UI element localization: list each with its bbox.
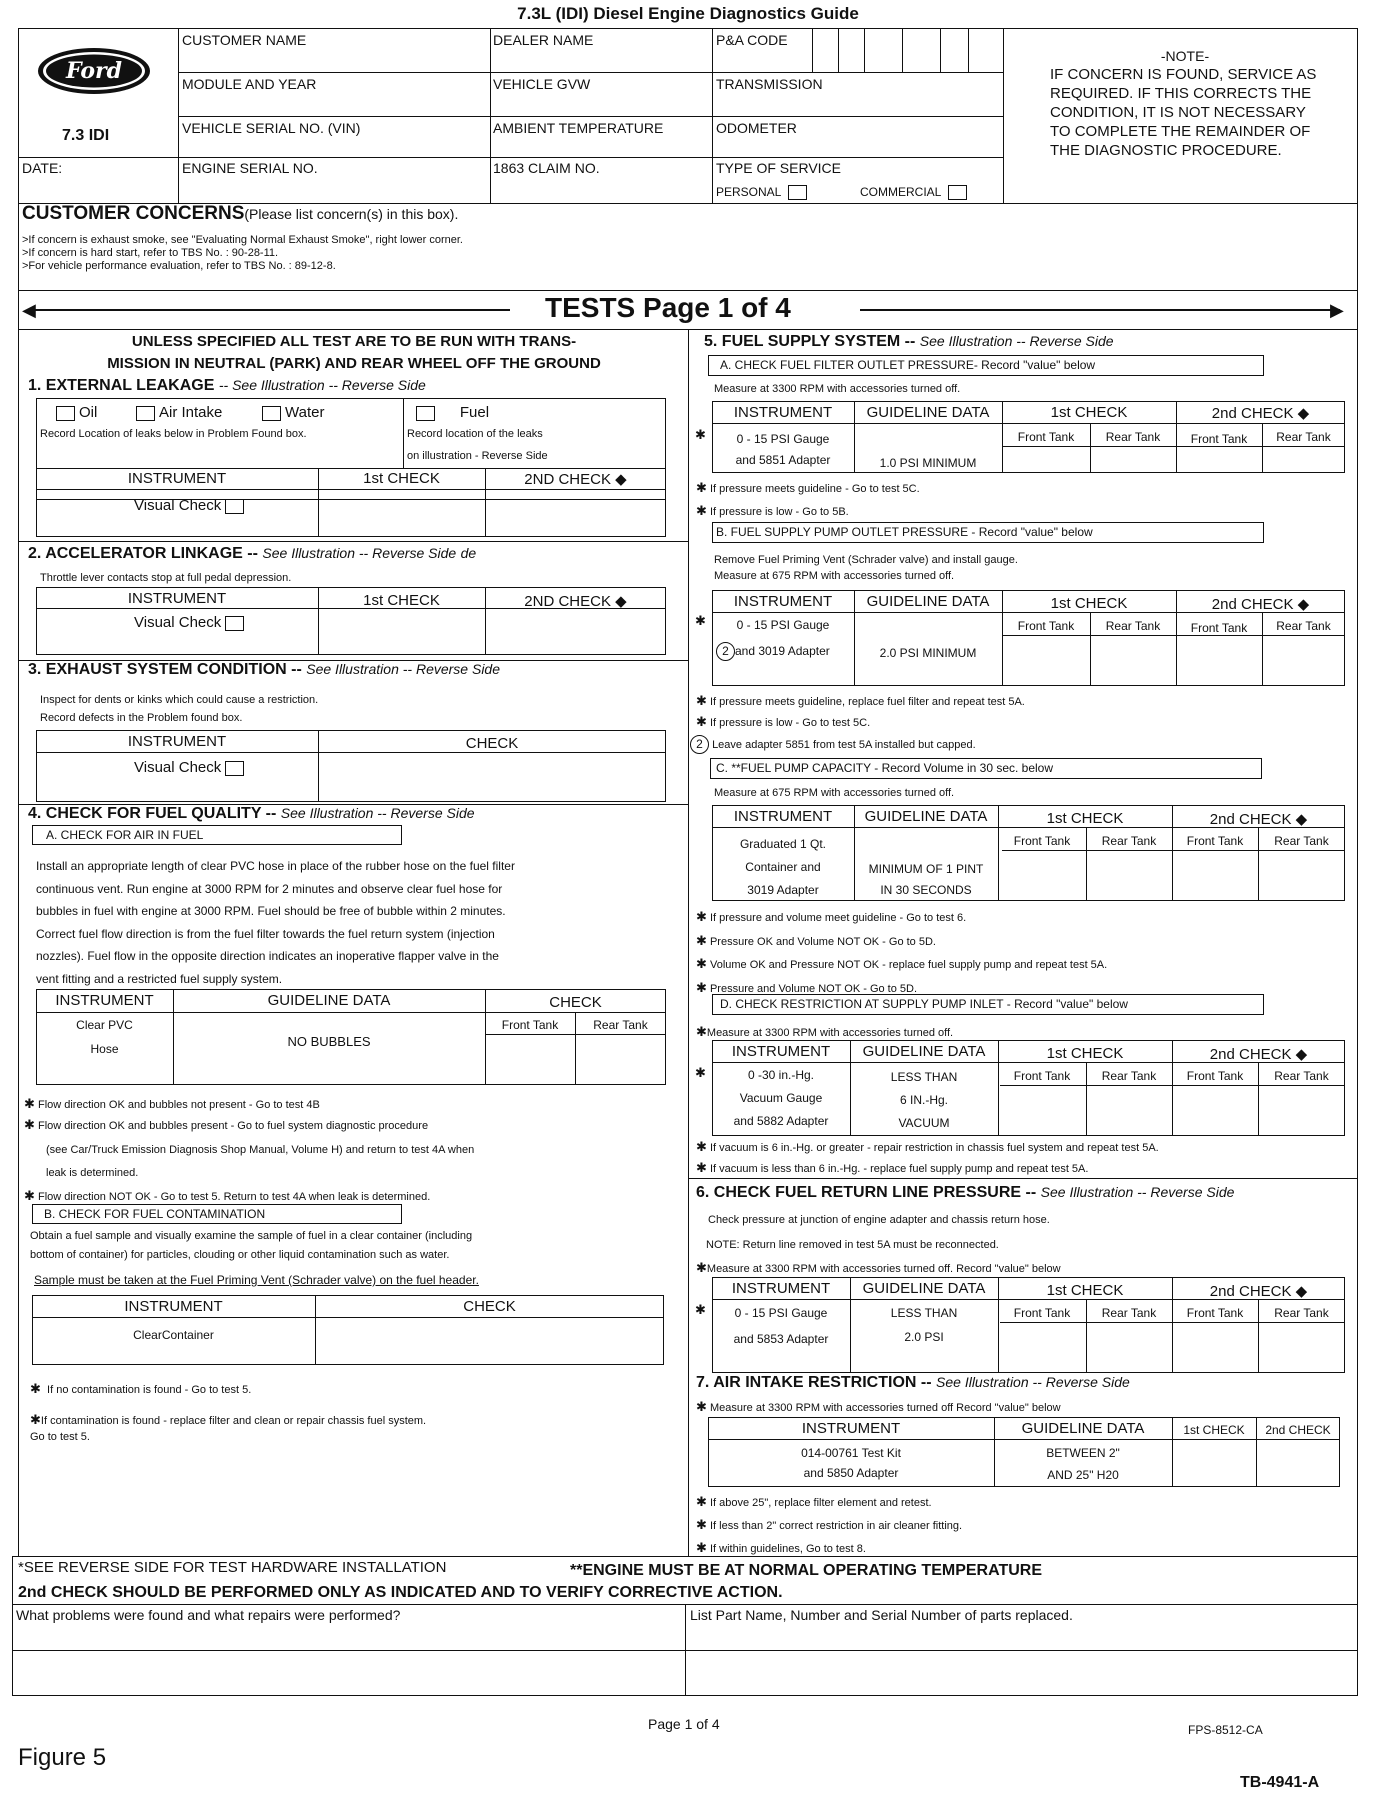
s4b-instrument-header: INSTRUMENT	[124, 1298, 223, 1315]
s4b-note-1: ✱ If no contamination is found - Go to test 5.	[30, 1381, 252, 1396]
s5d-guideline-3: VACUUM	[898, 1116, 950, 1130]
s7-guideline-2: AND 25" H20	[1047, 1468, 1119, 1482]
left-arrow-icon: ◀	[22, 300, 36, 320]
s5b-remove: Remove Fuel Priming Vent (Schrader valve) and install gauge.	[714, 554, 1018, 566]
s1-instrument-header: INSTRUMENT	[127, 470, 227, 487]
section-3-text-1: Inspect for dents or kinks which could cause a restriction.	[40, 694, 319, 706]
s6-guideline-1: LESS THAN	[890, 1306, 958, 1320]
s5d-guideline-header: GUIDELINE DATA	[862, 1043, 986, 1060]
see-reverse-note: *SEE REVERSE SIDE FOR TEST HARDWARE INSTALLATION	[18, 1559, 447, 1576]
s5c-front-tank-2: Front Tank	[1186, 834, 1244, 848]
s7-instrument-2: and 5850 Adapter	[803, 1466, 899, 1480]
s5d-front-tank-2: Front Tank	[1186, 1069, 1244, 1083]
s5d-note-2: ✱ If vacuum is less than 6 in.-Hg. - replace fuel supply pump and repeat test 5A.	[696, 1160, 1089, 1175]
s5a-guideline: 1.0 PSI MINIMUM	[879, 456, 977, 470]
run-instructions-line2: MISSION IN NEUTRAL (PARK) AND REAR WHEEL OFF THE GROUND	[107, 355, 601, 372]
s4a-instrument-1: Clear PVC	[76, 1018, 133, 1032]
service-type-label: TYPE OF SERVICE	[716, 160, 841, 176]
s5d-2nd-check-header: 2nd CHECK ◆	[1209, 1046, 1308, 1063]
form-number: FPS-8512-CA	[1188, 1723, 1263, 1737]
s6-text-1: Check pressure at junction of engine adapter and chassis return hose.	[708, 1214, 1050, 1226]
s5d-instrument-header: INSTRUMENT	[731, 1043, 831, 1060]
s5a-measure: Measure at 3300 RPM with accessories turned off.	[714, 383, 961, 395]
water-checkbox[interactable]	[262, 406, 281, 421]
leak-air-intake-option[interactable]: Air Intake	[132, 404, 222, 421]
s6-rear-tank-1: Rear Tank	[1101, 1306, 1157, 1320]
s5a-front-tank-1: Front Tank	[1017, 430, 1075, 444]
s5c-measure: Measure at 675 RPM with accessories turned off.	[714, 787, 955, 799]
s3-visual-checkbox[interactable]	[225, 761, 244, 776]
s7-instrument-1: 014-00761 Test Kit	[801, 1446, 901, 1460]
s4a-instructions: Install an appropriate length of clear PVC hose in place of the rubber hose on the fuel filter continuous vent. Run engine at 3000 RPM for 2 minutes and observe clear fuel hose for bubbles in fuel with engine at 3000 RPM. Fuel should be free of bubble within 2 minutes. Correct fuel flow direction is from the fuel filter towards the fuel return system (injection nozzles). Fuel flow in the opposite direction indicates an inoperative flapper valve in the vent fitting and a restricted fuel supply system.	[36, 859, 515, 986]
section-7-title: 7. AIR INTAKE RESTRICTION -- See Illustration -- Reverse Side	[696, 1374, 1130, 1391]
s5d-instrument-3: and 5882 Adapter	[733, 1114, 829, 1128]
s4a-label: A. CHECK FOR AIR IN FUEL	[46, 828, 204, 842]
note-title: -NOTE-	[1160, 48, 1210, 64]
s2-visual-check[interactable]: Visual Check	[134, 614, 248, 631]
s5b-guideline-header: GUIDELINE DATA	[866, 593, 990, 610]
s5b-front-tank-2: Front Tank	[1190, 621, 1248, 635]
s5a-front-tank-2: Front Tank	[1190, 432, 1248, 446]
s4b-check-header: CHECK	[463, 1298, 516, 1315]
s5c-instrument-2: Container and	[745, 860, 821, 874]
ambient-temp-label: AMBIENT TEMPERATURE	[493, 120, 664, 136]
s5d-guideline-1: LESS THAN	[890, 1070, 958, 1084]
personal-checkbox[interactable]	[788, 185, 807, 200]
date-label: DATE:	[22, 160, 63, 176]
leak-illustration-note-2: on illustration - Reverse Side	[407, 450, 548, 462]
leak-water-option[interactable]: Water	[258, 404, 324, 421]
section-1-title: 1. EXTERNAL LEAKAGE -- See Illustration -- Reverse Side	[28, 377, 426, 394]
engine-temp-note: **ENGINE MUST BE AT NORMAL OPERATING TEMPERATURE	[570, 1562, 1043, 1579]
s5b-star: ✱	[695, 613, 706, 628]
transmission-label: TRANSMISSION	[716, 76, 823, 92]
s4b-label: B. CHECK FOR FUEL CONTAMINATION	[44, 1207, 266, 1221]
section-6-title: 6. CHECK FUEL RETURN LINE PRESSURE -- See Illustration -- Reverse Side	[696, 1184, 1235, 1201]
s5a-1st-check-header: 1st CHECK	[1050, 404, 1128, 421]
s7-notes: ✱ If above 25", replace filter element and retest. ✱ If less than 2" correct restriction in air cleaner fitting. ✱ If within guidelines, Go to test 8.	[696, 1494, 963, 1555]
s5d-rear-tank-1: Rear Tank	[1101, 1069, 1157, 1083]
s5a-star: ✱	[695, 427, 706, 442]
s5b-note-1: ✱ If pressure meets guideline, replace fuel filter and repeat test 5A.	[696, 693, 1025, 708]
s6-instrument-2: and 5853 Adapter	[733, 1332, 829, 1346]
s1-visual-check[interactable]: Visual Check	[134, 497, 248, 514]
s5b-rear-tank-2: Rear Tank	[1276, 619, 1331, 633]
s5c-instrument-1: Graduated 1 Qt.	[739, 837, 827, 851]
s6-2nd-check-header: 2nd CHECK ◆	[1209, 1283, 1308, 1300]
s5a-label: A. CHECK FUEL FILTER OUTLET PRESSURE- Record "value" below	[720, 358, 1096, 372]
s2-visual-checkbox[interactable]	[225, 616, 244, 631]
s1-check-row	[36, 489, 666, 537]
s5d-rear-tank-2: Rear Tank	[1274, 1069, 1329, 1083]
s5d-star: ✱	[695, 1065, 706, 1080]
section-2-title: 2. ACCELERATOR LINKAGE -- See Illustration -- Reverse Side de	[28, 545, 477, 562]
problems-found-field[interactable]: What problems were found and what repairs were performed?	[16, 1607, 401, 1623]
service-commercial[interactable]	[860, 185, 971, 200]
pa-code-label: P&A CODE	[716, 32, 788, 48]
s5b-guideline: 2.0 PSI MINIMUM	[879, 646, 977, 660]
s5d-measure: ✱Measure at 3300 RPM with accessories turned off.	[696, 1024, 954, 1039]
s4a-guideline: NO BUBBLES	[287, 1034, 371, 1049]
section-5-title: 5. FUEL SUPPLY SYSTEM -- See Illustration -- Reverse Side	[704, 333, 1114, 350]
s5c-label: C. **FUEL PUMP CAPACITY - Record Volume in 30 sec. below	[716, 761, 1054, 775]
s5b-1st-check-header: 1st CHECK	[1050, 595, 1128, 612]
s1-1st-check-header: 1st CHECK	[363, 470, 440, 487]
s6-1st-check-header: 1st CHECK	[1046, 1282, 1124, 1299]
s4a-rear-tank: Rear Tank	[593, 1018, 648, 1032]
s5a-instrument-header: INSTRUMENT	[733, 404, 833, 421]
concerns-title: CUSTOMER CONCERNS(Please list concern(s) in this box).	[22, 203, 459, 224]
s5b-measure: Measure at 675 RPM with accessories turned off.	[714, 570, 955, 582]
leak-illustration-note-1: Record location of the leaks	[407, 428, 543, 440]
s7-2nd-check-header: 2nd CHECK	[1265, 1423, 1331, 1437]
commercial-label: COMMERCIAL	[860, 185, 941, 199]
tests-banner: TESTS Page 1 of 4	[545, 292, 791, 323]
s6-guideline-2: 2.0 PSI	[904, 1330, 944, 1344]
s5d-guideline-2: 6 IN.-Hg.	[899, 1093, 948, 1107]
s5a-note-1: ✱ If pressure meets guideline - Go to test 5C.	[696, 480, 920, 495]
s7-guideline-1: BETWEEN 2"	[1046, 1446, 1120, 1460]
air-intake-checkbox[interactable]	[136, 406, 155, 421]
s7-measure: ✱ Measure at 3300 RPM with accessories turned off Record "value" below	[696, 1399, 1061, 1414]
claim-no-label: 1863 CLAIM NO.	[493, 160, 600, 176]
s5d-note-1: ✱ If vacuum is 6 in.-Hg. or greater - repair restriction in chassis fuel system and repeat test 5A.	[696, 1139, 1159, 1154]
s5a-note-2: ✱ If pressure is low - Go to 5B.	[696, 503, 849, 518]
s6-text-2: NOTE: Return line removed in test 5A must be reconnected.	[706, 1239, 999, 1251]
s5d-instrument-2: Vacuum Gauge	[739, 1091, 823, 1105]
s5c-1st-check-header: 1st CHECK	[1046, 810, 1124, 827]
s5b-instrument-1: 0 - 15 PSI Gauge	[736, 618, 830, 632]
s5d-front-tank-1: Front Tank	[1013, 1069, 1071, 1083]
s5c-guideline-2: IN 30 SECONDS	[880, 883, 972, 897]
s2-2nd-check-header: 2ND CHECK ◆	[524, 593, 627, 610]
s5c-rear-tank-1: Rear Tank	[1101, 834, 1157, 848]
s5a-rear-tank-1: Rear Tank	[1105, 430, 1161, 444]
second-check-note: 2nd CHECK SHOULD BE PERFORMED ONLY AS INDICATED AND TO VERIFY CORRECTIVE ACTION.	[18, 1584, 783, 1601]
leak-record-note: Record Location of leaks below in Problem Found box.	[40, 428, 307, 440]
commercial-checkbox[interactable]	[948, 185, 967, 200]
s4b-instrument: ClearContainer	[133, 1328, 214, 1342]
s2-1st-check-header: 1st CHECK	[363, 592, 440, 609]
s3-check-header: CHECK	[465, 735, 519, 752]
leak-oil-option[interactable]: Oil	[52, 404, 97, 421]
vin-label: VEHICLE SERIAL NO. (VIN)	[182, 120, 361, 136]
section-3-title: 3. EXHAUST SYSTEM CONDITION -- See Illustration -- Reverse Side	[28, 661, 501, 678]
s3-visual-check[interactable]: Visual Check	[134, 759, 248, 776]
s5b-rear-tank-1: Rear Tank	[1105, 619, 1161, 633]
s5b-label: B. FUEL SUPPLY PUMP OUTLET PRESSURE - Record "value" below	[716, 525, 1093, 539]
s5c-front-tank-1: Front Tank	[1013, 834, 1071, 848]
s1-2nd-check-header: 2ND CHECK ◆	[524, 471, 627, 488]
svg-text:Ford: Ford	[65, 58, 123, 84]
tb-number: TB-4941-A	[1240, 1774, 1320, 1791]
concerns-notes: >If concern is exhaust smoke, see "Evaluating Normal Exhaust Smoke", right lower corner. >If concern is hard start, refer to TBS No. : 90-28-11. >For vehicle performance evaluation, refer to TBS No. : 89-12-8.	[22, 234, 463, 272]
s5c-guideline-header: GUIDELINE DATA	[864, 808, 988, 825]
s4a-instrument-header: INSTRUMENT	[55, 992, 154, 1009]
s5c-instrument-3: 3019 Adapter	[747, 883, 819, 897]
right-arrow-icon: ▶	[1330, 300, 1344, 320]
s5c-guideline-1: MINIMUM OF 1 PINT	[868, 862, 984, 876]
s6-front-tank-2: Front Tank	[1186, 1306, 1244, 1320]
s6-instrument-1: 0 - 15 PSI Gauge	[734, 1306, 828, 1320]
dealer-name-label: DEALER NAME	[493, 32, 594, 48]
s4b-sample-note: Sample must be taken at the Fuel Priming Vent (Schrader valve) on the fuel header.	[34, 1273, 479, 1287]
s6-guideline-header: GUIDELINE DATA	[862, 1280, 986, 1297]
s4a-guideline-header: GUIDELINE DATA	[267, 992, 391, 1009]
s5b-2nd-check-header: 2nd CHECK ◆	[1211, 596, 1310, 613]
document-title: 7.3L (IDI) Diesel Engine Diagnostics Guide	[517, 4, 859, 23]
parts-replaced-field[interactable]: List Part Name, Number and Serial Number of parts replaced.	[690, 1607, 1073, 1623]
ford-logo	[35, 45, 153, 97]
s7-instrument-header: INSTRUMENT	[801, 1420, 901, 1437]
leak-fuel-option[interactable]: Fuel	[412, 404, 489, 421]
s5a-instrument-1: 0 - 15 PSI Gauge	[736, 432, 830, 446]
s5c-leave: 2 Leave adapter 5851 from test 5A installed but capped.	[690, 735, 976, 754]
oil-checkbox[interactable]	[56, 406, 75, 421]
s5c-instrument-header: INSTRUMENT	[733, 808, 833, 825]
personal-label: PERSONAL	[716, 185, 781, 199]
customer-name-label: CUSTOMER NAME	[182, 32, 307, 48]
s5d-label: D. CHECK RESTRICTION AT SUPPLY PUMP INLET - Record "value" below	[720, 997, 1128, 1011]
s3-instrument-header: INSTRUMENT	[127, 733, 227, 750]
odometer-label: ODOMETER	[716, 120, 797, 136]
s7-1st-check-header: 1st CHECK	[1183, 1423, 1245, 1437]
run-instructions-line1: UNLESS SPECIFIED ALL TEST ARE TO BE RUN WITH TRANS-	[131, 333, 577, 350]
s5b-front-tank-1: Front Tank	[1017, 619, 1075, 633]
s7-guideline-header: GUIDELINE DATA	[1021, 1420, 1145, 1437]
s1-visual-checkbox[interactable]	[225, 499, 244, 514]
note-text: IF CONCERN IS FOUND, SERVICE AS REQUIRED. IF THIS CORRECTS THE CONDITION, IT IS NOT NECESSARY TO COMPLETE THE REMAINDER OF THE DIAGNOSTIC PROCEDURE.	[1050, 66, 1317, 159]
engine-label: 7.3 IDI	[62, 127, 110, 144]
s4a-check-header: CHECK	[549, 994, 602, 1011]
section-3-text-2: Record defects in the Problem found box.	[40, 712, 243, 724]
s5b-instrument-2: 2 and 3019 Adapter	[716, 642, 830, 661]
s5d-instrument-1: 0 -30 in.-Hg.	[747, 1068, 815, 1082]
s5a-2nd-check-header: 2nd CHECK ◆	[1211, 405, 1310, 422]
page-number: Page 1 of 4	[648, 1716, 720, 1732]
s5a-guideline-header: GUIDELINE DATA	[866, 404, 990, 421]
section-4-title: 4. CHECK FOR FUEL QUALITY -- See Illustration -- Reverse Side	[28, 805, 475, 822]
s5b-note-2: ✱ If pressure is low - Go to test 5C.	[696, 714, 871, 729]
module-year-label: MODULE AND YEAR	[182, 76, 317, 92]
s6-front-tank-1: Front Tank	[1013, 1306, 1071, 1320]
s4a-front-tank: Front Tank	[501, 1018, 559, 1032]
s4b-instructions: Obtain a fuel sample and visually examine the sample of fuel in a clear container (including bottom of container) for particles, clouding or other liquid contamination such as water.	[30, 1230, 473, 1261]
s5b-instrument-header: INSTRUMENT	[733, 593, 833, 610]
s5a-instrument-2: and 5851 Adapter	[735, 453, 831, 467]
s2-instrument-header: INSTRUMENT	[127, 590, 227, 607]
s5c-notes: ✱ If pressure and volume meet guideline - Go to test 6. ✱ Pressure OK and Volume NOT OK - Go to 5D. ✱ Volume OK and Pressure NOT OK - replace fuel supply pump and repeat test 5A. ✱ Pressure and Volume NOT OK - Go to 5D.	[696, 909, 1108, 995]
vehicle-gvw-label: VEHICLE GVW	[493, 76, 591, 92]
s6-instrument-header: INSTRUMENT	[731, 1280, 831, 1297]
s5c-rear-tank-2: Rear Tank	[1274, 834, 1329, 848]
s4b-note-2: ✱If contamination is found - replace filter and clean or repair chassis fuel system. Go to test 5.	[30, 1412, 427, 1443]
section-2-text: Throttle lever contacts stop at full pedal depression.	[40, 572, 292, 584]
figure-label: Figure 5	[18, 1744, 107, 1771]
s6-rear-tank-2: Rear Tank	[1274, 1306, 1329, 1320]
service-personal[interactable]	[716, 185, 811, 200]
fuel-checkbox[interactable]	[416, 406, 435, 421]
s4a-notes: ✱ Flow direction OK and bubbles not present - Go to test 4B ✱ Flow direction OK and bubbles present - Go to fuel system diagnostic procedure (see Car/Truck Emission Diagnosis Shop Manual, Volume H) and return to test 4A when leak is determined. ✱ Flow direction NOT OK - Go to test 5. Return to test 4A when leak is determined.	[24, 1096, 475, 1203]
s5c-2nd-check-header: 2nd CHECK ◆	[1209, 811, 1308, 828]
s5a-rear-tank-2: Rear Tank	[1276, 430, 1331, 444]
s5d-1st-check-header: 1st CHECK	[1046, 1045, 1124, 1062]
s6-measure: ✱Measure at 3300 RPM with accessories turned off. Record "value" below	[696, 1260, 1061, 1275]
engine-serial-label: ENGINE SERIAL NO.	[182, 160, 318, 176]
s4a-instrument-2: Hose	[90, 1042, 119, 1056]
s6-star: ✱	[695, 1302, 706, 1317]
